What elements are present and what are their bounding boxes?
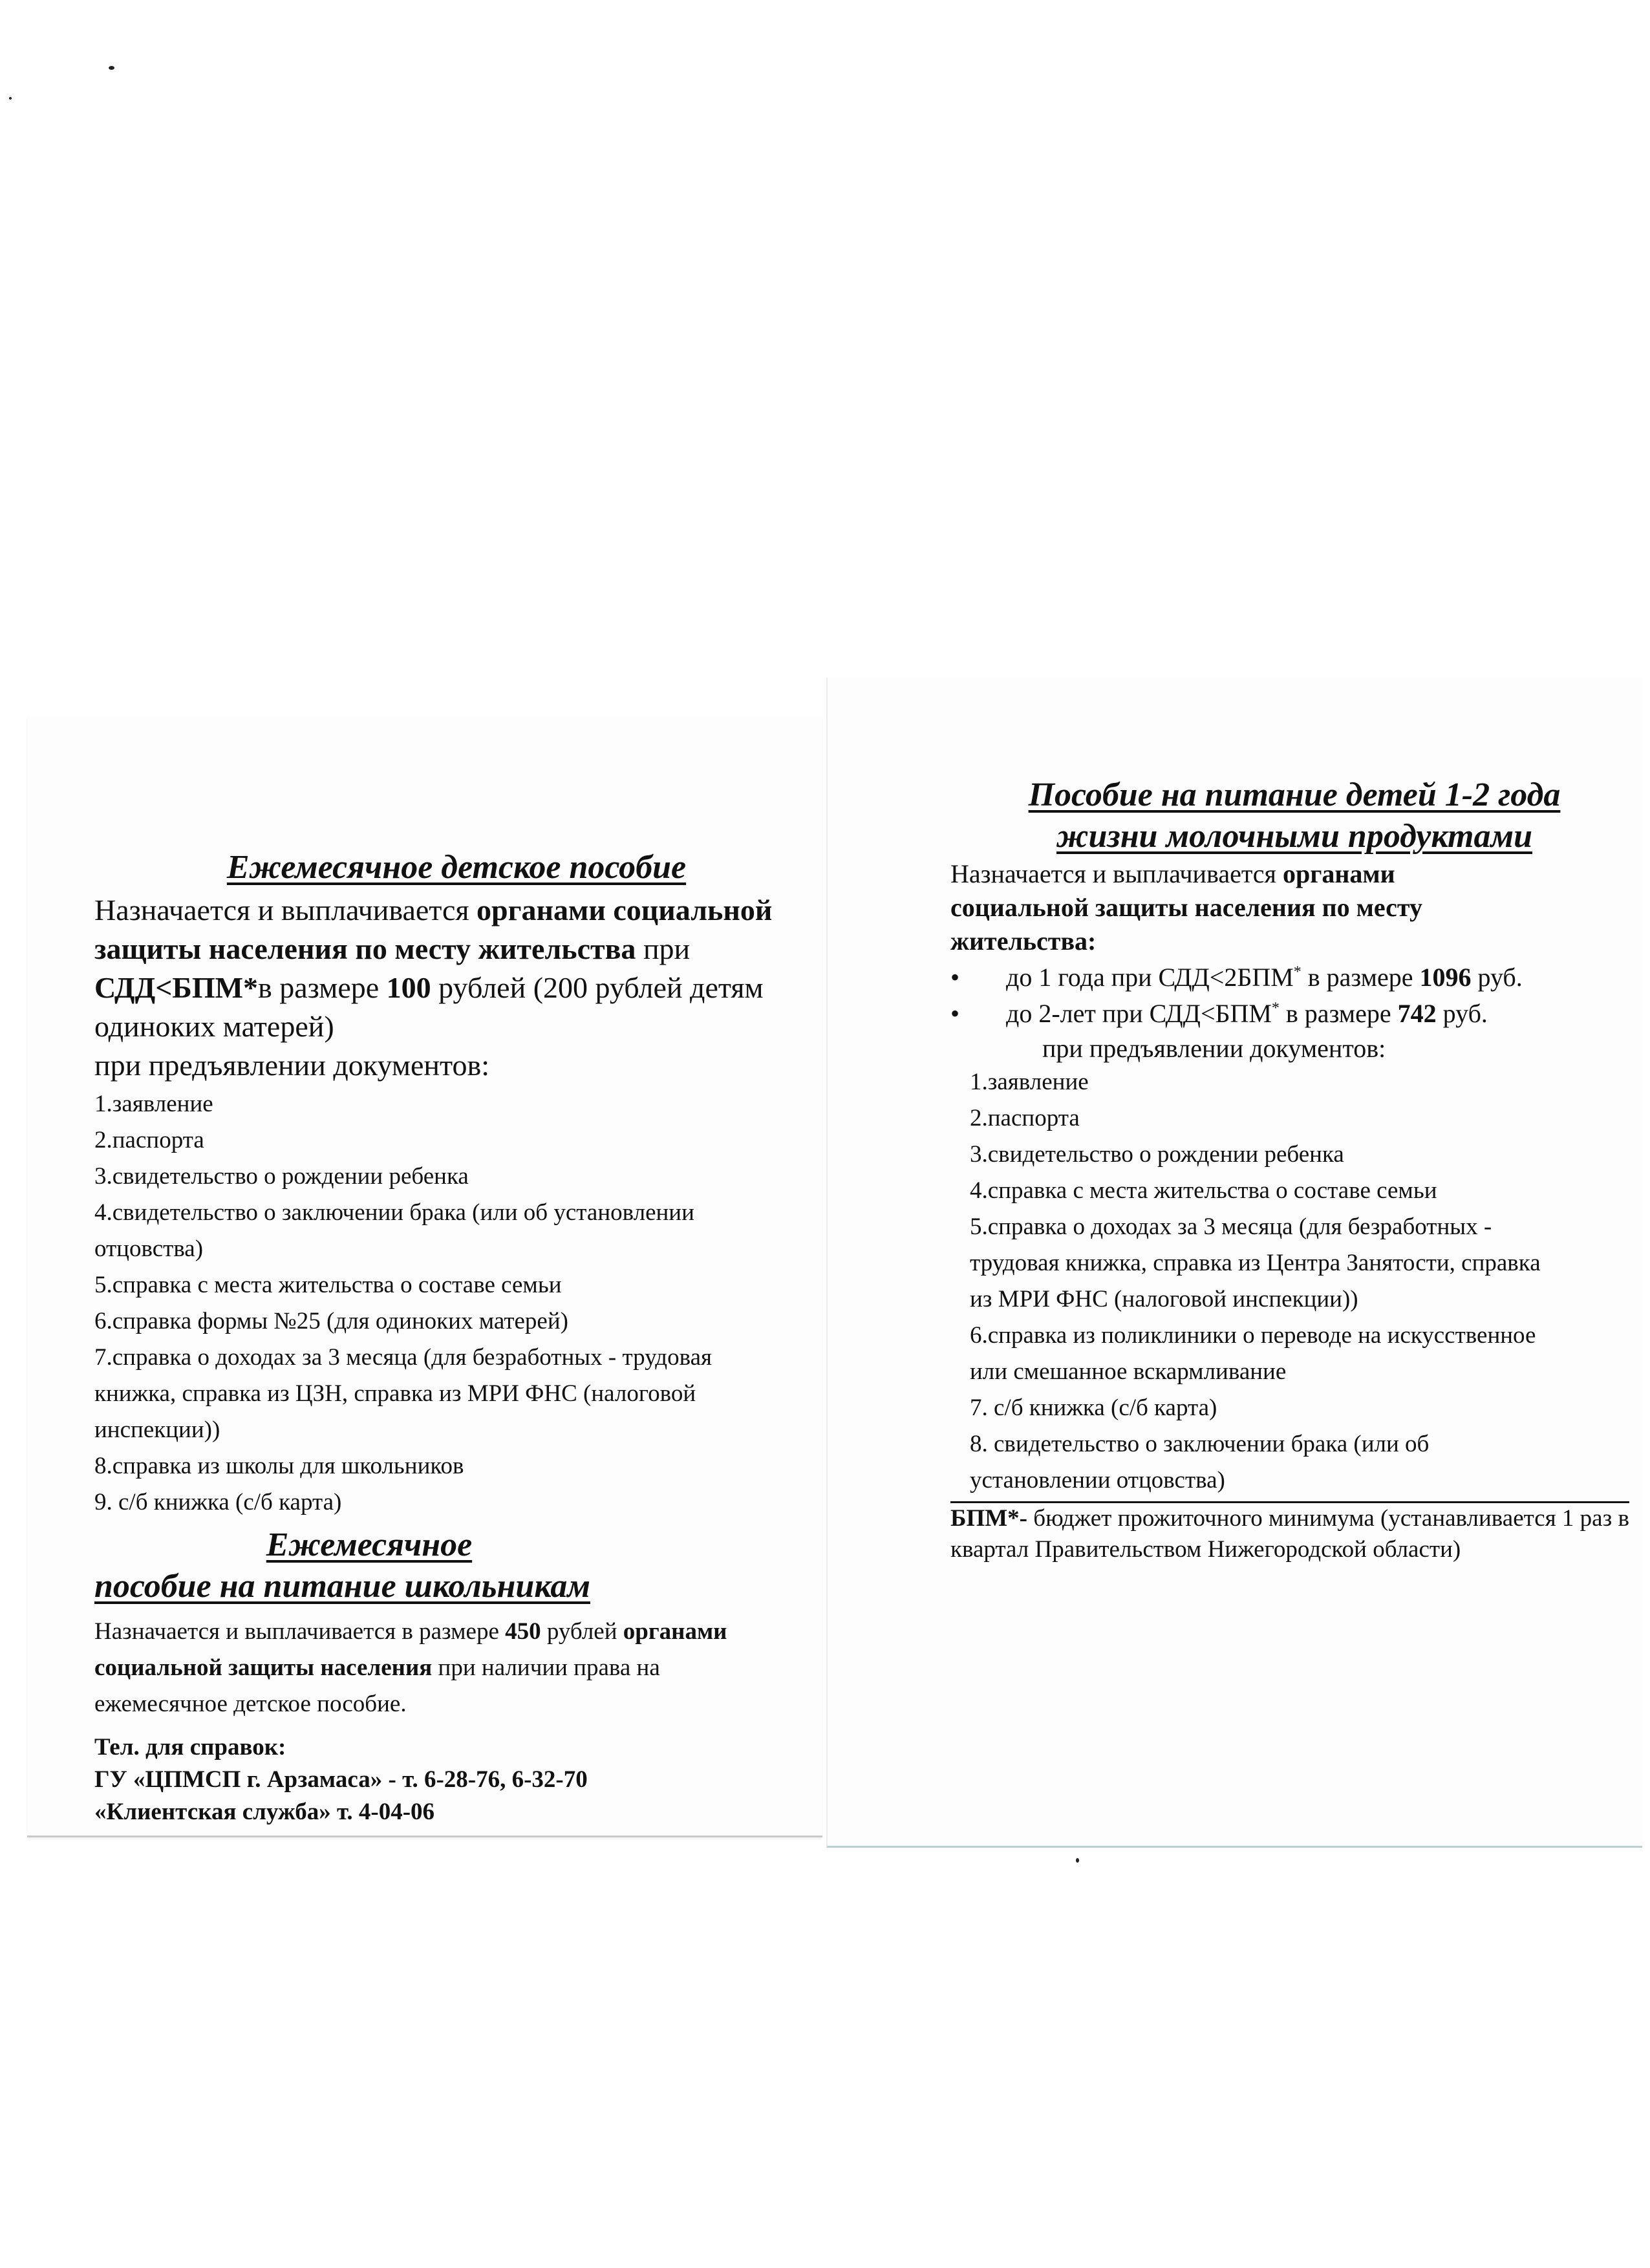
list-item: 6.справка из поликлиники о переводе на искусственное или смешанное вскармливание	[970, 1322, 1536, 1385]
school-meal-benefit-title-line2: пособие на питание школьникам	[94, 1568, 590, 1605]
right-leaflet	[826, 678, 1642, 1848]
monthly-child-benefit-intro: Назначается и выплачивается органами социальной защиты населения по месту жительства при СДД<БПМ*в размере 100 рублей (200 рублей детям одиноких матерей)	[94, 893, 773, 1043]
list-item: 9. с/б книжка (с/б карта)	[94, 1489, 342, 1515]
monthly-child-benefit-title: Ежемесячное детское пособие	[226, 849, 687, 886]
list-item: 5.справка о доходах за 3 месяца (для безработных - трудовая книжка, справка из Центра Занятости, справка из МРИ ФНС (налоговой инспекции))	[970, 1214, 1541, 1312]
scan-speck	[9, 97, 12, 100]
scan-speck	[109, 66, 114, 70]
right-leaflet-body	[950, 775, 1629, 1565]
contact-client-service: «Клиентская служба» т. 4-04-06	[94, 1799, 435, 1825]
milk-benefit-intro: Назначается и выплачивается органами социальной защиты населения по месту жительства:	[950, 859, 1423, 956]
list-item: 8. свидетельство о заключении брака (или об установлении отцовства)	[970, 1431, 1430, 1493]
contacts-label: Тел. для справок:	[94, 1734, 286, 1760]
list-item: 3.свидетельство о рождении ребенка	[970, 1141, 1344, 1168]
milk-benefit-title-line1: Пособие на питание детей 1-2 года	[1028, 776, 1561, 813]
list-item: 6.справка формы №25 (для одиноких матерей)	[94, 1308, 568, 1334]
condition-under-2-years: • до 2-лет при СДД<БПМ* в размере 742 руб.	[950, 996, 1624, 1032]
milk-benefit-conditions	[950, 959, 1624, 1032]
condition-under-1-year: • до 1 года при СДД<2БПМ* в размере 1096 руб.	[950, 959, 1624, 996]
school-meal-benefit-title-line1: Ежемесячное	[266, 1526, 473, 1563]
left-documents-list	[94, 1086, 793, 1521]
milk-benefit-title-line2: жизни молочными продуктами	[1056, 818, 1533, 855]
list-item: 2.паспорта	[970, 1105, 1080, 1131]
list-item: 5.справка с места жительства о составе семьи	[94, 1272, 562, 1298]
left-leaflet	[27, 716, 822, 1837]
list-item: 8.справка из школы для школьников	[94, 1453, 464, 1479]
list-item: 4.свидетельство о заключении брака (или об установлении отцовства)	[94, 1199, 694, 1262]
school-meal-benefit-text: Назначается и выплачивается в размере 450 рублей органами социальной защиты населения при наличии права на ежемесячное детское пособие.	[94, 1618, 727, 1717]
list-item: 1.заявление	[970, 1069, 1089, 1095]
bpm-footnote: БПМ*- бюджет прожиточного минимума (устанавливается 1 раз в квартал Правительством Нижегородской области)	[950, 1505, 1629, 1563]
list-item: 2.паспорта	[94, 1127, 204, 1153]
documents-intro: при предъявлении документов:	[94, 1049, 489, 1082]
scan-speck	[1076, 1858, 1079, 1863]
documents-intro: при предъявлении документов:	[1042, 1034, 1386, 1063]
list-item: 1.заявление	[94, 1091, 213, 1117]
list-item: 3.свидетельство о рождении ребенка	[94, 1163, 469, 1190]
list-item: 7.справка о доходах за 3 месяца (для безработных - трудовая книжка, справка из ЦЗН, справка из МРИ ФНС (налоговой инспекции))	[94, 1344, 712, 1443]
list-item: 4.справка с места жительства о составе семьи	[970, 1177, 1437, 1204]
list-item: 7. с/б книжка (с/б карта)	[970, 1395, 1217, 1421]
contact-cpmsp: ГУ «ЦПМСП г. Арзамаса» - т. 6-28-76, 6-32-70	[94, 1766, 588, 1793]
left-leaflet-body	[94, 847, 793, 1828]
right-documents-list	[970, 1064, 1552, 1499]
